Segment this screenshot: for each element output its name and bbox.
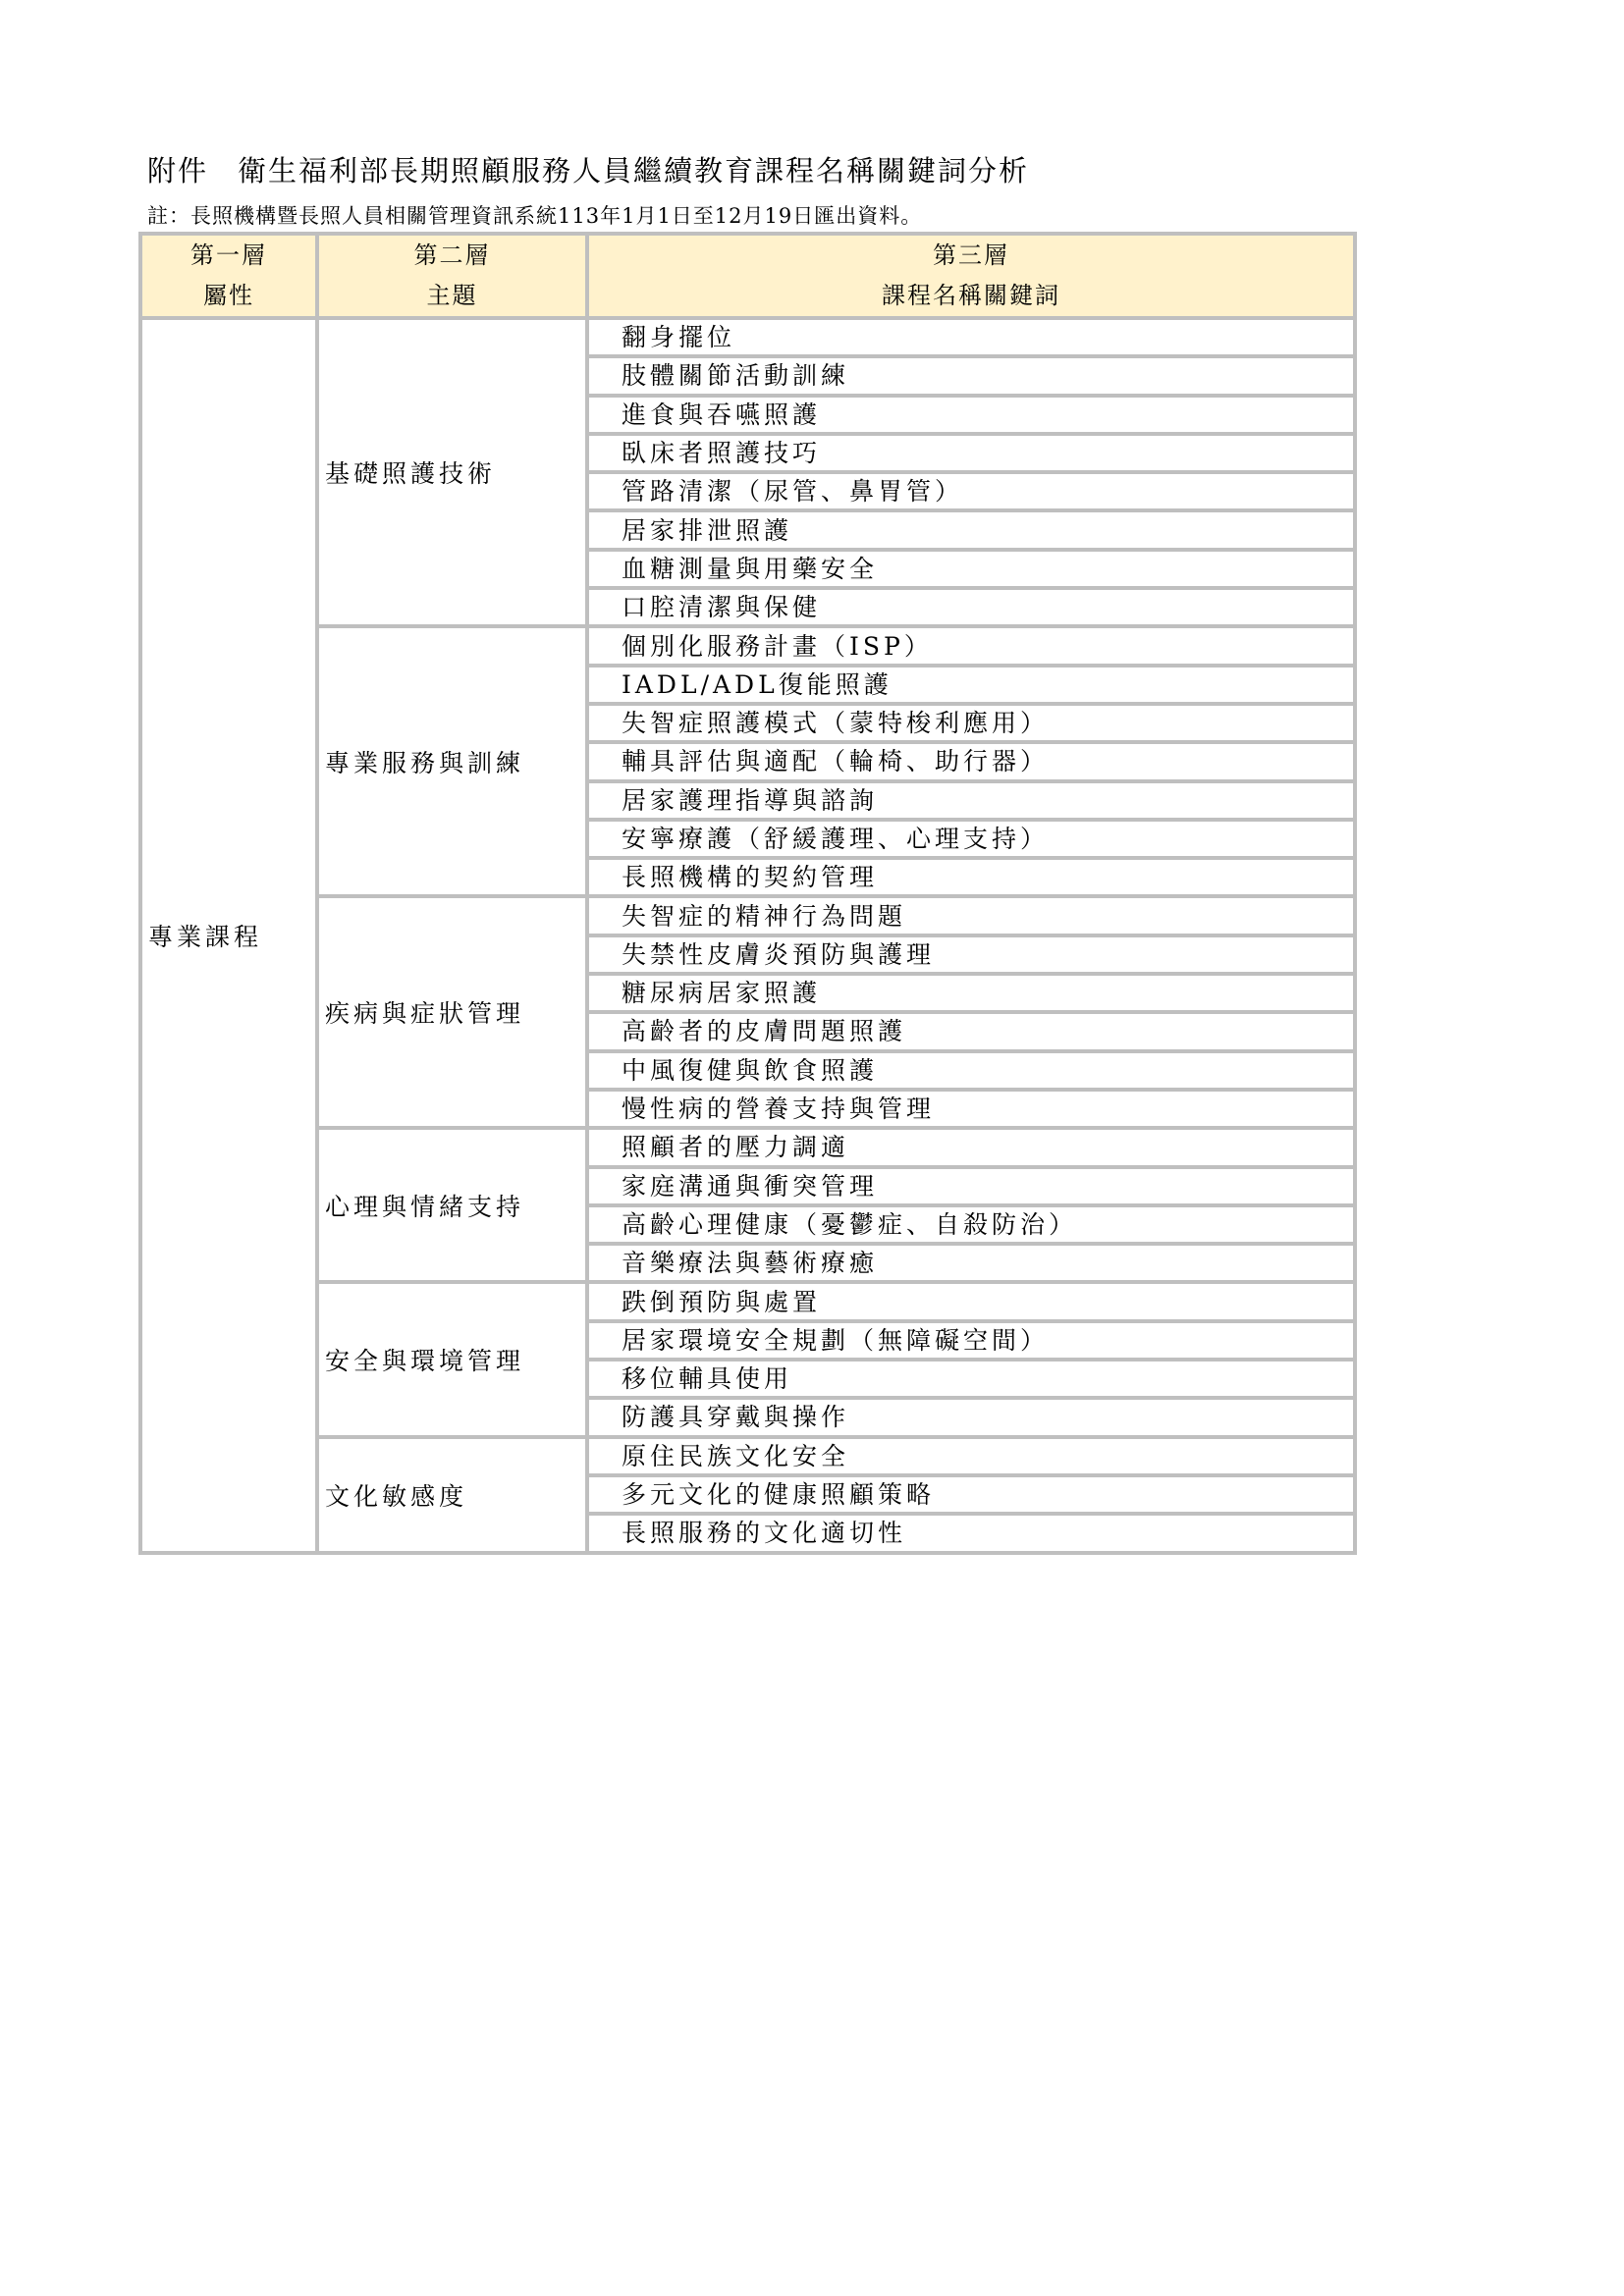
keyword-cell: 輔具評估與適配（輪椅、助行器） (587, 742, 1355, 780)
keyword-cell: 個別化服務計畫（ISP） (587, 626, 1355, 665)
keyword-cell: 音樂療法與藝術療癒 (587, 1244, 1355, 1282)
theme-cell: 專業服務與訓練 (317, 626, 587, 896)
table-row (140, 1282, 1355, 1320)
keyword-cell: 居家環境安全規劃（無障礙空間） (587, 1321, 1355, 1360)
table-row (140, 626, 1355, 665)
header-layer-2: 第二層 主題 (317, 234, 587, 318)
theme-cell: 文化敏感度 (317, 1437, 587, 1553)
keyword-cell: 安寧療護（舒緩護理、心理支持） (587, 820, 1355, 858)
theme-cell: 心理與情緒支持 (317, 1128, 587, 1282)
header-row (140, 234, 1355, 318)
table-row (140, 318, 1355, 356)
keyword-cell: 臥床者照護技巧 (587, 434, 1355, 472)
keyword-cell: 照顧者的壓力調適 (587, 1128, 1355, 1166)
keyword-cell: 慢性病的營養支持與管理 (587, 1090, 1355, 1128)
keyword-cell: 失智症的精神行為問題 (587, 896, 1355, 934)
keyword-table (138, 232, 1357, 1555)
keyword-cell: 防護具穿戴與操作 (587, 1398, 1355, 1436)
table-row (140, 896, 1355, 934)
keyword-cell: 居家排泄照護 (587, 510, 1355, 549)
keyword-cell: 長照服務的文化適切性 (587, 1514, 1355, 1552)
header-layer-3: 第三層 課程名稱關鍵詞 (587, 234, 1355, 318)
data-source-note: 註：長照機構暨長照人員相關管理資訊系統113年1月1日至12月19日匯出資料。 (147, 204, 923, 228)
table-row (140, 1437, 1355, 1475)
keyword-cell: 進食與吞嚥照護 (587, 396, 1355, 434)
keyword-cell: 口腔清潔與保健 (587, 588, 1355, 626)
keyword-cell: 中風復健與飲食照護 (587, 1051, 1355, 1090)
title-prefix: 附件 (147, 154, 209, 187)
keyword-cell: 多元文化的健康照顧策略 (587, 1475, 1355, 1514)
keyword-cell: 血糖測量與用藥安全 (587, 550, 1355, 588)
keyword-cell: 居家護理指導與諮詢 (587, 781, 1355, 820)
header-layer-1: 第一層 屬性 (140, 234, 317, 318)
keyword-table-body (140, 318, 1355, 1553)
keyword-cell: IADL/ADL復能照護 (587, 666, 1355, 704)
document-title (147, 149, 1029, 189)
keyword-cell: 高齡者的皮膚問題照護 (587, 1012, 1355, 1050)
theme-cell: 疾病與症狀管理 (317, 896, 587, 1128)
keyword-cell: 跌倒預防與處置 (587, 1282, 1355, 1320)
category-cell: 專業課程 (140, 318, 317, 1553)
keyword-cell: 移位輔具使用 (587, 1360, 1355, 1398)
keyword-cell: 高齡心理健康（憂鬱症、自殺防治） (587, 1205, 1355, 1244)
theme-cell: 基礎照護技術 (317, 318, 587, 626)
keyword-cell: 家庭溝通與衝突管理 (587, 1167, 1355, 1205)
keyword-cell: 糖尿病居家照護 (587, 974, 1355, 1012)
keyword-cell: 原住民族文化安全 (587, 1437, 1355, 1475)
keyword-cell: 翻身擺位 (587, 318, 1355, 356)
theme-cell: 安全與環境管理 (317, 1282, 587, 1436)
keyword-cell: 管路清潔（尿管、鼻胃管） (587, 472, 1355, 510)
table-row (140, 1128, 1355, 1166)
keyword-cell: 肢體關節活動訓練 (587, 356, 1355, 395)
title-text: 衛生福利部長期照顧服務人員繼續教育課程名稱關鍵詞分析 (238, 154, 1030, 187)
keyword-cell: 長照機構的契約管理 (587, 858, 1355, 896)
keyword-cell: 失智症照護模式（蒙特梭利應用） (587, 704, 1355, 742)
keyword-cell: 失禁性皮膚炎預防與護理 (587, 935, 1355, 974)
